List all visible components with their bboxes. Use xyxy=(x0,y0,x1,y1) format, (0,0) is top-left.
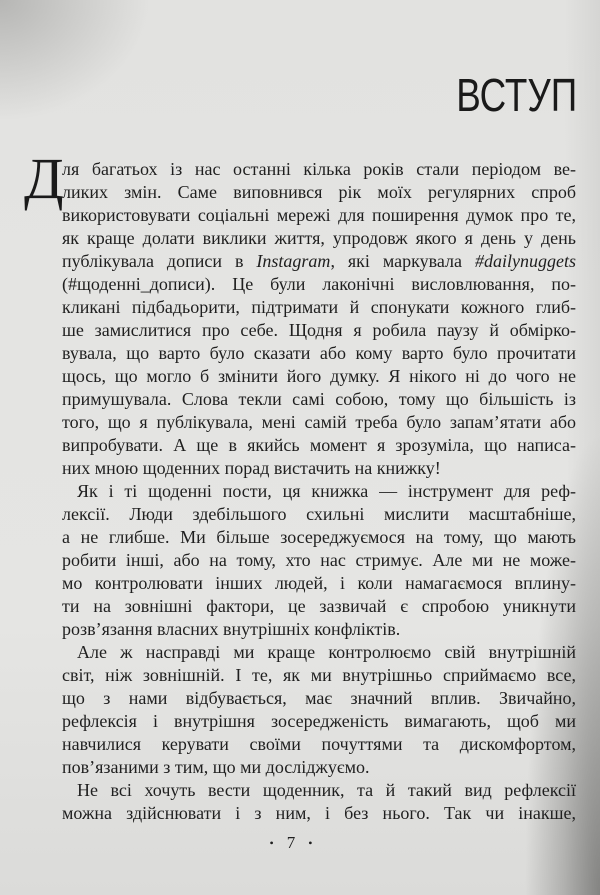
body-text xyxy=(62,158,576,825)
paragraph-1 xyxy=(62,158,576,480)
page-number: 7 xyxy=(286,833,296,852)
text-line: рефлексія і внутрішня зосередженість вимагають, щоб ми xyxy=(62,711,576,731)
italic-text: #dailynuggets xyxy=(475,251,576,271)
text-line: можна здійснювати і з ним, і без нього. Так чи інакше, xyxy=(62,803,576,823)
text-line: світ, ніж зовнішній. І те, як ми внутрішньо сприймаємо все, xyxy=(62,665,576,685)
text-line: примушувала. Слова текли самі собою, тому що більшість із xyxy=(62,389,576,409)
paragraph-4 xyxy=(62,779,576,825)
paragraph-3 xyxy=(62,641,576,779)
text-line: Як і ті щоденні пости, ця книжка — інструмент для реф- xyxy=(77,481,576,501)
text-line: що з нами відбувається, має значний вплив. Звичайно, xyxy=(62,688,576,708)
page-number-ornament: • xyxy=(308,836,313,850)
text-line: них мною щоденних порад вистачить на книжку! xyxy=(62,458,441,478)
text-line: як краще долати виклики життя, упродовж якого я день у день xyxy=(62,228,576,248)
text-line: мо контролювати інших людей, і коли намагаємося вплину- xyxy=(62,573,576,593)
text-line: ля багатьох із нас останні кілька років стали періодом ве- xyxy=(62,159,576,179)
text-segment: , які маркувала xyxy=(330,251,475,271)
drop-cap: Д xyxy=(24,146,64,211)
text-line: того, що я публікувала, мені самій треба було запам’ятати або xyxy=(62,412,576,432)
page-footer xyxy=(251,833,331,853)
text-line: вувала, що варто було сказати або кому варто було прочитати xyxy=(62,343,576,363)
text-line: Але ж насправді ми краще контролюємо свій внутрішній xyxy=(77,642,576,662)
page-number-ornament: • xyxy=(269,836,274,850)
text-line: використовувати соціальні мережі для поширення думок про те, xyxy=(62,205,576,225)
text-line: ликих змін. Саме виповнився рік моїх регулярних спроб xyxy=(62,182,576,202)
text-line: а не глибше. Ми більше зосереджуємося на тому, що мають xyxy=(62,527,576,547)
text-line: лексії. Люди здебільшого схильні мислити масштабніше, xyxy=(62,504,576,524)
text-line: пов’язаними з тим, що ми досліджуємо. xyxy=(62,757,370,777)
paragraph-2 xyxy=(62,480,576,641)
text-line: щось, що могло б змінити його думку. Я нікого ні до чого не xyxy=(62,366,576,386)
text-line xyxy=(62,250,576,273)
text-line: випробувати. А ще в якийсь момент я зрозуміла, що написа- xyxy=(62,435,576,455)
text-line: розв’язання власних внутрішніх конфліктів. xyxy=(62,619,401,639)
text-line: ше замислитися про себе. Щодня я робила паузу й обмірко- xyxy=(62,320,576,340)
text-line: Не всі хочуть вести щоденник, та й такий вид рефлексії xyxy=(77,780,576,800)
text-line: робити інші, або на тому, хто нас стримує. Але ми не може- xyxy=(62,550,576,570)
text-line: ти на зовнішні фактори, це зазвичай є спробою уникнути xyxy=(62,596,576,616)
text-line: навчилися керувати своїми почуттями та дискомфортом, xyxy=(62,734,576,754)
text-line: (#щоденні_дописи). Це були лаконічні висловлювання, по- xyxy=(62,274,576,294)
text-segment: публікувала дописи в xyxy=(62,251,257,271)
chapter-title: ВСТУП xyxy=(456,69,577,121)
text-line: кликані підбадьорити, підтримати й спонукати кожного глиб- xyxy=(62,297,576,317)
italic-text: Instagram xyxy=(256,251,331,271)
